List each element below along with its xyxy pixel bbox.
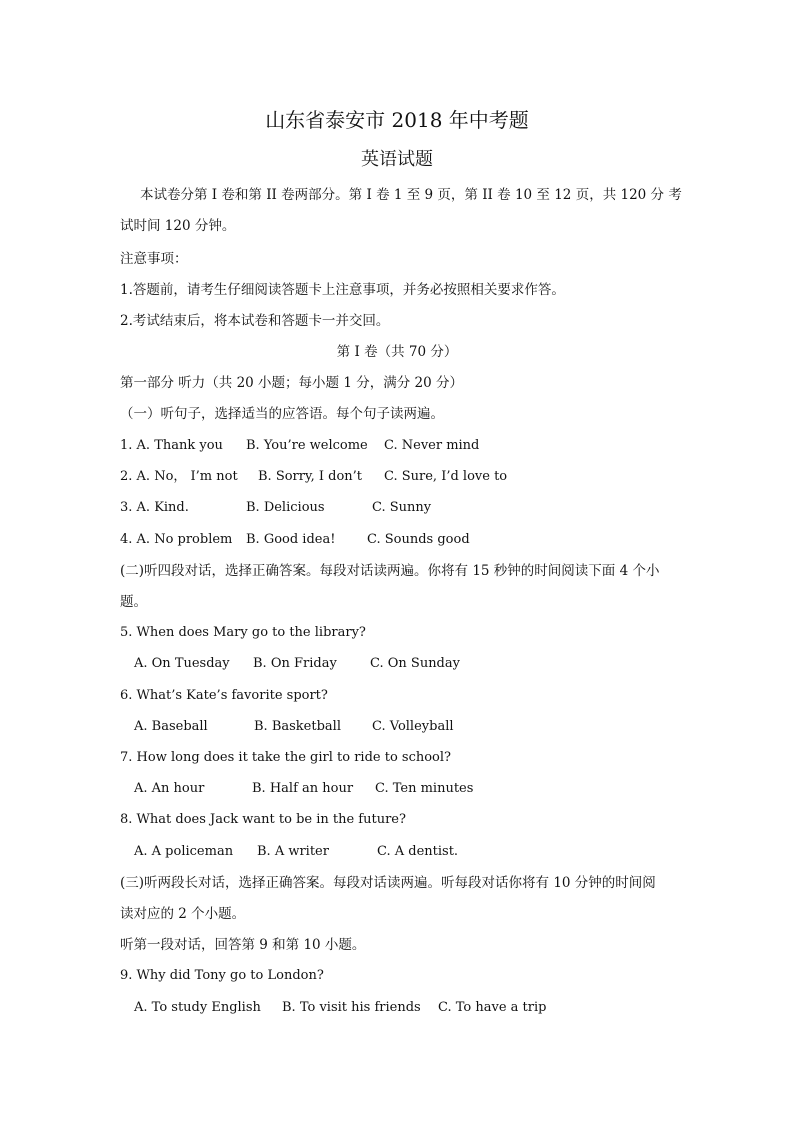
q7-stem: 7. How long does it take the girl to ride to school? — [120, 750, 452, 765]
q9-option-a: A. To study English — [134, 1000, 261, 1015]
notes-heading: 注意事项： — [120, 251, 188, 267]
notes-item-2: 2.考试结束后，将本试卷和答题卡一并交回。 — [120, 313, 390, 329]
q1-option-a: 1. A. Thank you — [120, 438, 223, 453]
q6-option-b: B. Basketball — [254, 719, 341, 734]
page-title: 山东省泰安市 2018 年中考题 — [265, 108, 529, 132]
q1-option-c: C. Never mind — [384, 438, 480, 453]
q1-option-b: B. You’re welcome — [246, 438, 368, 453]
section-2-instructions-line-2: 题。 — [120, 594, 147, 610]
q2-option-a: 2. A. No， I’m not — [120, 469, 238, 484]
q2-option-b: B. Sorry, I don’t — [258, 469, 363, 484]
q4-option-b: B. Good idea! — [246, 532, 336, 547]
q7-option-a: A. An hour — [134, 781, 205, 796]
q2-option-c: C. Sure, I’d love to — [384, 469, 508, 484]
q6-option-c: C. Volleyball — [372, 719, 454, 734]
q8-option-b: B. A writer — [257, 844, 329, 859]
q5-option-a: A. On Tuesday — [134, 656, 230, 671]
page-subtitle: 英语试题 — [361, 149, 433, 170]
q8-option-c: C. A dentist. — [377, 844, 459, 859]
q4-option-c: C. Sounds good — [367, 532, 470, 547]
dialog-1-instructions: 听第一段对话，回答第 9 和第 10 小题。 — [120, 937, 366, 953]
q5-option-c: C. On Sunday — [370, 656, 460, 671]
section-1-instructions: （一）听句子，选择适当的应答语。每个句子读两遍。 — [120, 406, 444, 422]
section-3-instructions-line-2: 读对应的 2 个小题。 — [120, 906, 246, 922]
q6-option-a: A. Baseball — [134, 719, 208, 734]
q7-option-b: B. Half an hour — [252, 781, 354, 796]
q4-option-a: 4. A. No problem — [120, 532, 233, 547]
q3-option-b: B. Delicious — [246, 500, 325, 515]
q8-stem: 8. What does Jack want to be in the future? — [120, 812, 406, 827]
intro-line-1: 本试卷分第 I 卷和第 II 卷两部分。第 I 卷 1 至 9 页，第 II 卷 10 至 12 页，共 120 分 考 — [140, 187, 682, 203]
q5-option-b: B. On Friday — [253, 656, 337, 671]
section-2-instructions-line-1: (二)听四段对话，选择正确答案。每段对话读两遍。你将有 15 秒钟的时间阅读下面 4 个小 — [120, 563, 660, 579]
q9-stem: 9. Why did Tony go to London? — [120, 968, 324, 983]
part-1-heading: 第一部分 听力（共 20 小题；每小题 1 分，满分 20 分） — [120, 375, 463, 391]
q9-option-c: C. To have a trip — [438, 1000, 547, 1015]
q5-stem: 5. When does Mary go to the library? — [120, 625, 366, 640]
intro-line-2: 试时间 120 分钟。 — [120, 218, 236, 234]
q6-stem: 6. What’s Kate’s favorite sport? — [120, 688, 328, 703]
volume-1-heading: 第 I 卷（共 70 分） — [336, 344, 458, 360]
notes-item-1: 1.答题前，请考生仔细阅读答题卡上注意事项，并务必按照相关要求作答。 — [120, 282, 565, 298]
q8-option-a: A. A policeman — [134, 844, 234, 859]
q3-option-c: C. Sunny — [372, 500, 432, 515]
q9-option-b: B. To visit his friends — [282, 1000, 421, 1015]
section-3-instructions-line-1: (三)听两段长对话，选择正确答案。每段对话读两遍。听每段对话你将有 10 分钟的时间阅 — [120, 875, 656, 891]
q7-option-c: C. Ten minutes — [375, 781, 474, 796]
q3-option-a: 3. A. Kind. — [120, 500, 189, 515]
